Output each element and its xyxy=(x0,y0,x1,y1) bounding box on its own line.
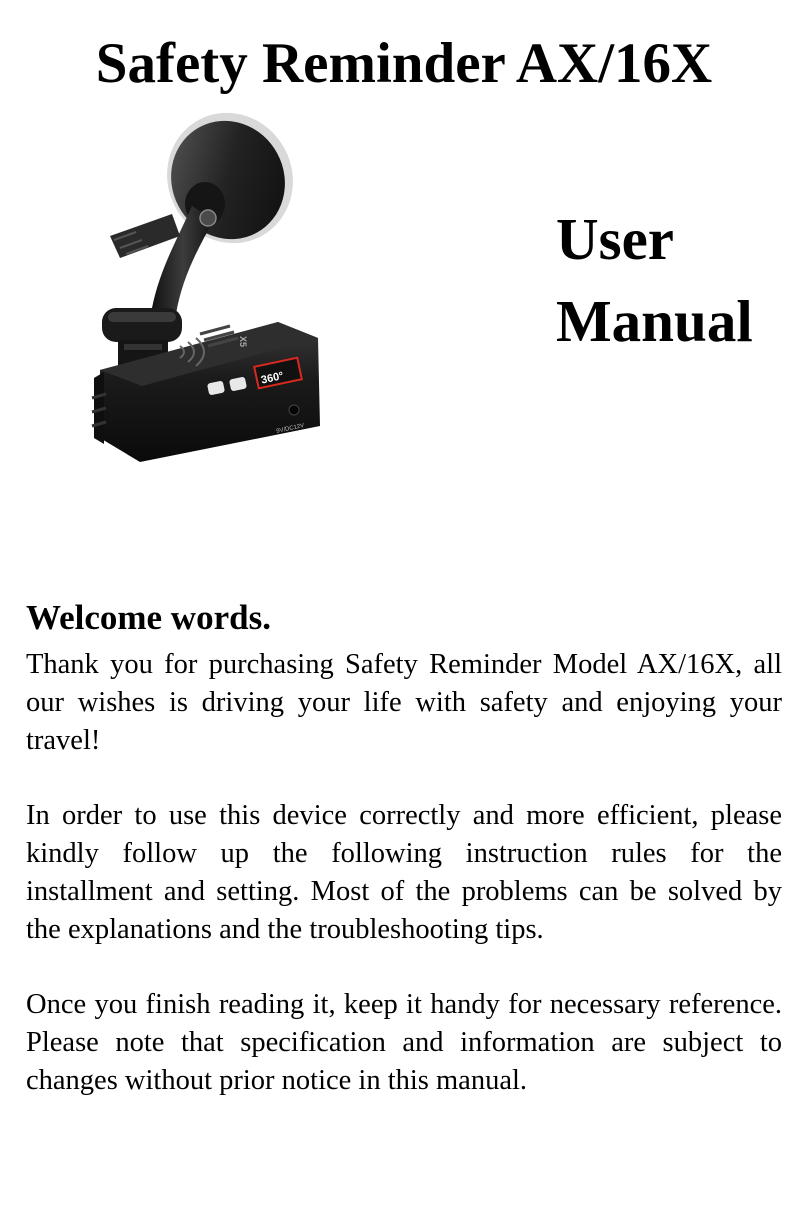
paragraph-reference: Once you finish reading it, keep it handy for necessary reference. Please note that specification and information are subject to changes without prior notice in this manual. xyxy=(26,989,782,1096)
section-heading: Welcome words. xyxy=(26,598,271,637)
model-side-mark: X5 xyxy=(238,336,248,348)
welcome-section xyxy=(26,594,782,1100)
subtitle-line-manual: Manual xyxy=(556,288,753,354)
manual-subtitle xyxy=(556,198,753,362)
paragraph-thanks: Thank you for purchasing Safety Reminder Model AX/16X, all our wishes is driving your life with safety and enjoying your travel! xyxy=(26,649,782,756)
badge-360-label: 360° xyxy=(259,370,285,387)
mount-arm xyxy=(110,206,216,314)
paragraph-instructions: In order to use this device correctly and more efficient, please kindly follow up the following instruction rules for the installment and setting. Most of the problems can be solved by the explanations and the troubleshooting tips. xyxy=(26,800,782,945)
suction-cup xyxy=(144,108,315,265)
subtitle-line-user: User xyxy=(556,206,674,272)
page-title: Safety Reminder AX/16X xyxy=(95,32,713,95)
radar-detector-device-image xyxy=(80,108,340,468)
power-port-label: 9V/DC12V xyxy=(275,423,305,435)
